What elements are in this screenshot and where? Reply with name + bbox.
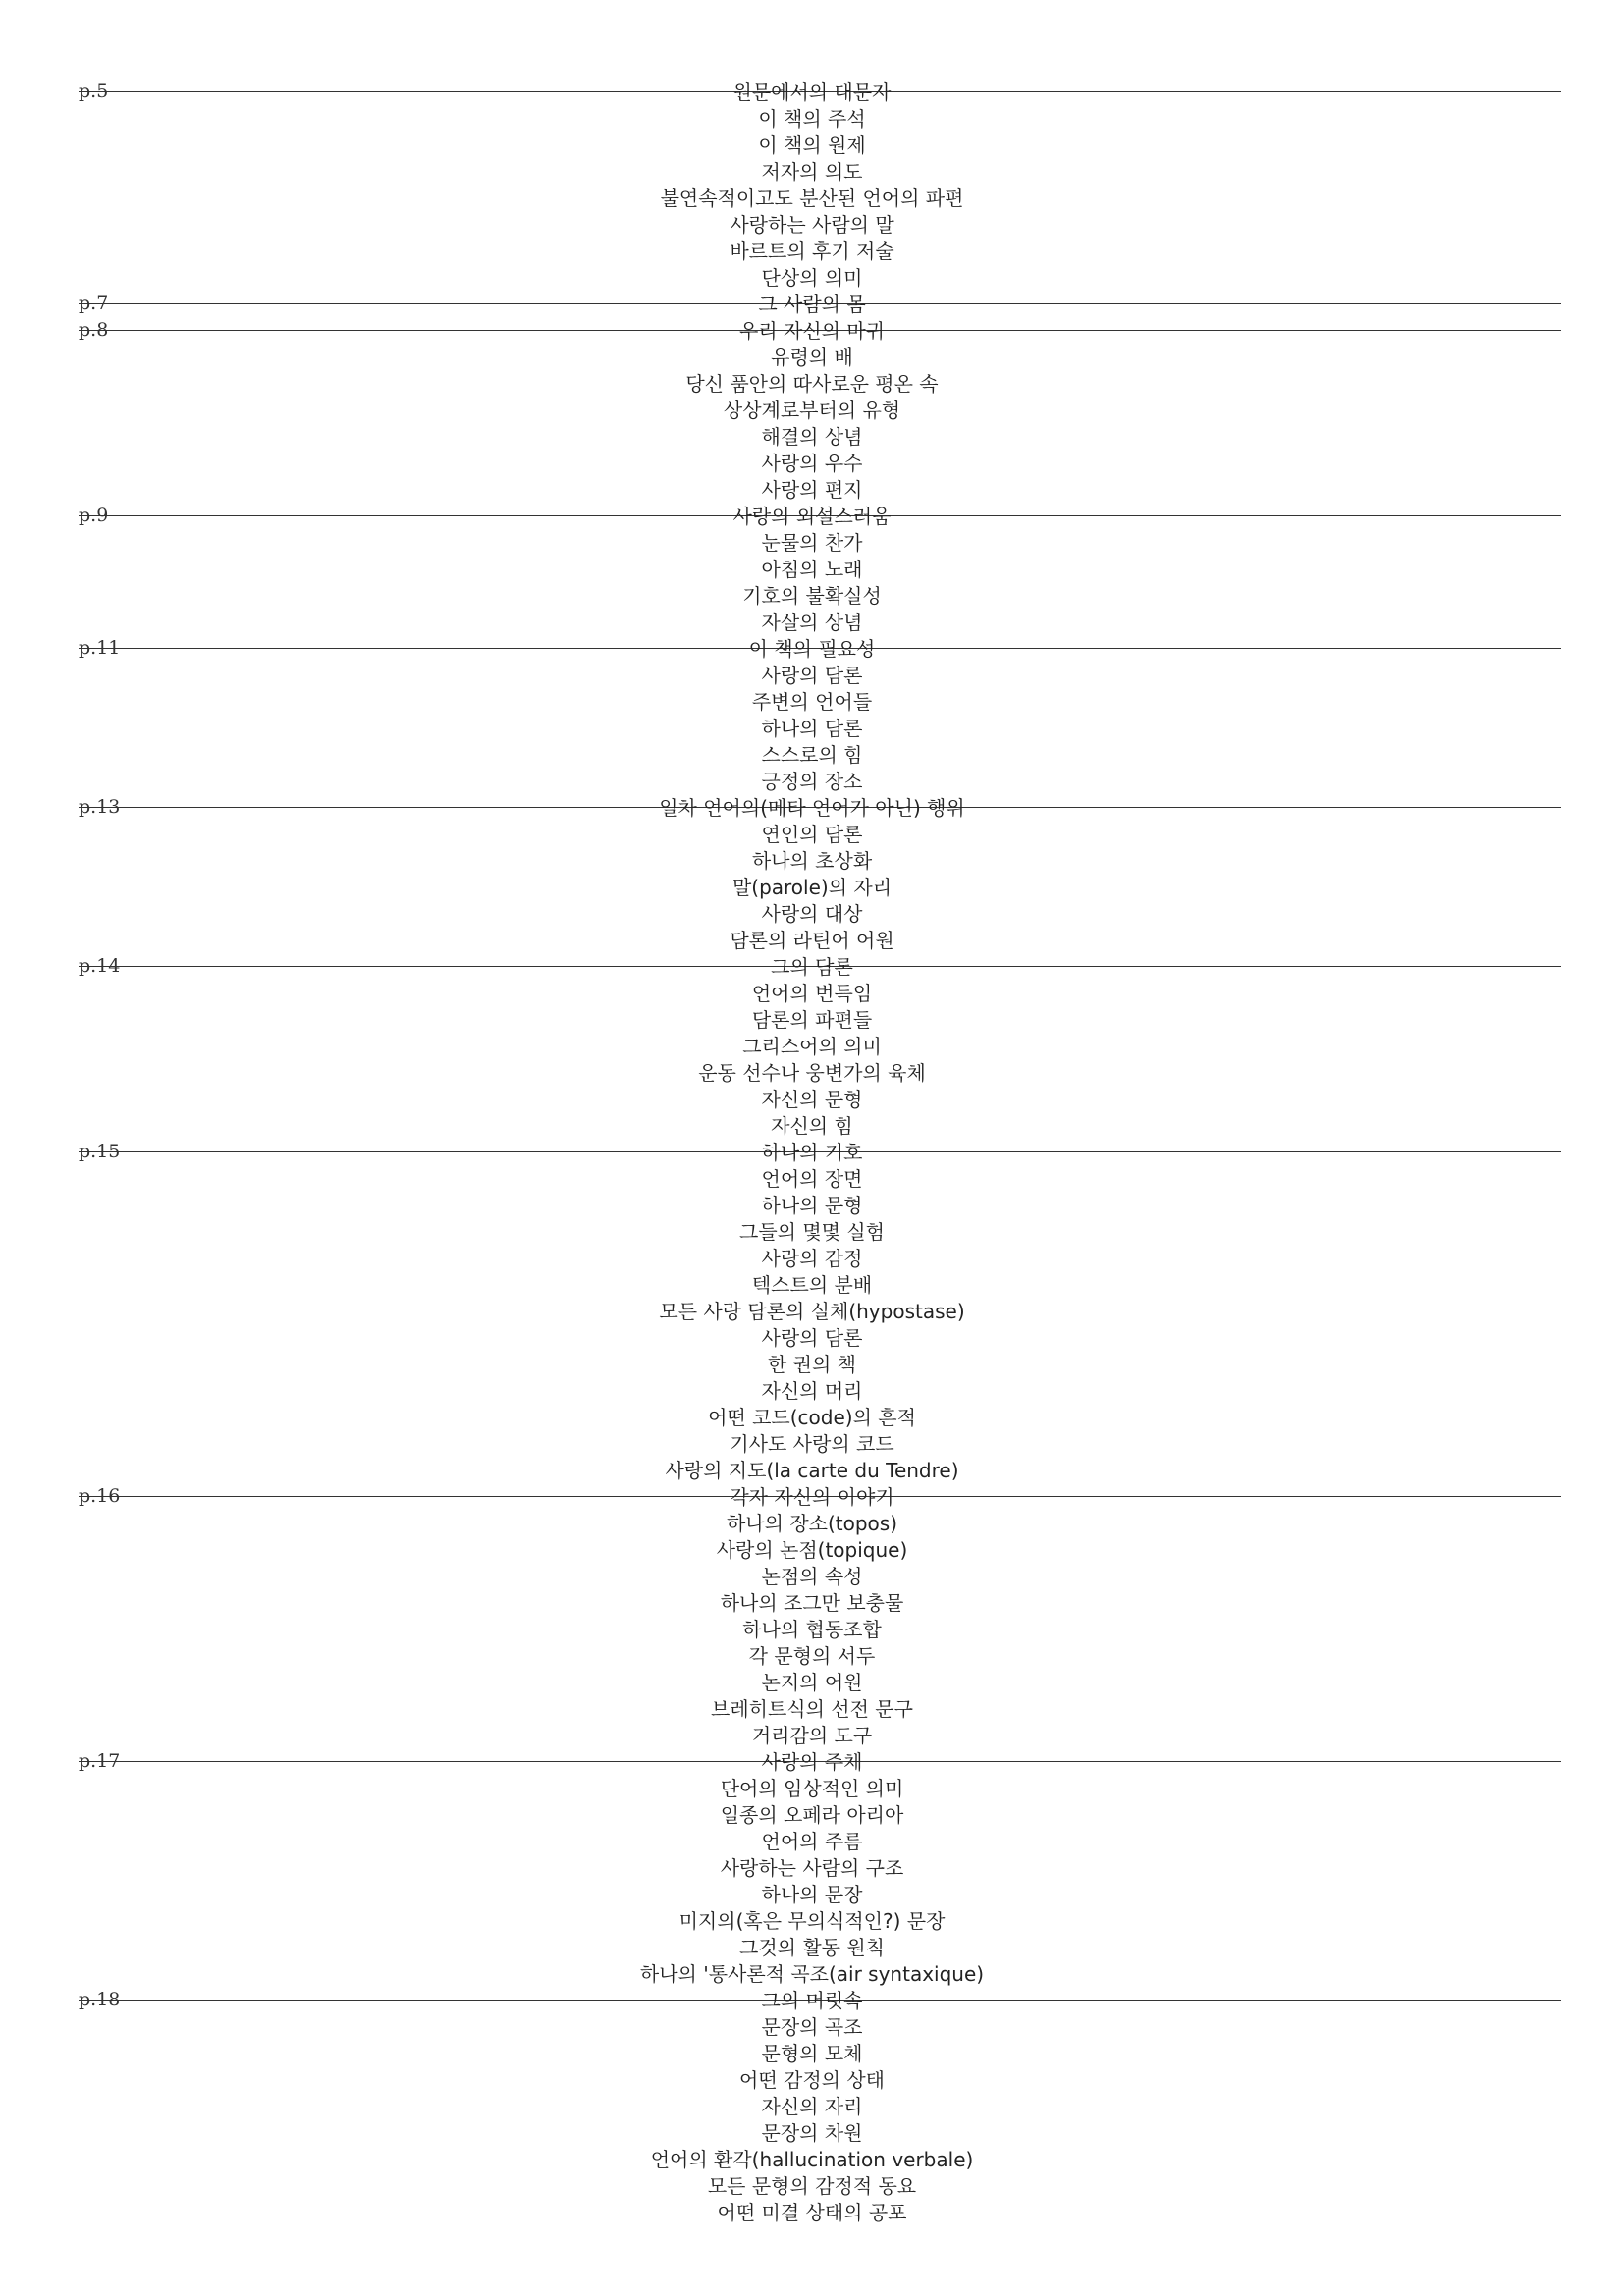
list-item [0, 1246, 1624, 1272]
entry-text: 기사도 사랑의 코드 [730, 1432, 894, 1456]
page-number-label: p.7 [79, 293, 109, 314]
list-item [0, 265, 1624, 292]
list-item [0, 2120, 1624, 2147]
entry-text: 사랑의 주체 [761, 1750, 863, 1774]
entry-list [0, 954, 1624, 1140]
page-section [0, 636, 1624, 795]
entry-text: 운동 선수나 웅변가의 육체 [698, 1061, 926, 1085]
entry-list [0, 504, 1624, 636]
list-item [0, 742, 1624, 769]
list-item [0, 2067, 1624, 2094]
list-item [0, 2200, 1624, 2226]
list-item [0, 1643, 1624, 1670]
entry-text: 사랑의 우수 [761, 452, 863, 475]
page-section [0, 292, 1624, 318]
list-item [0, 1087, 1624, 1113]
entry-text: 저자의 의도 [761, 160, 863, 184]
list-item [0, 1272, 1624, 1299]
entry-text: 각 문형의 서두 [748, 1644, 876, 1668]
entry-text: 문형의 모체 [761, 2042, 863, 2065]
entry-text: 문장의 차원 [761, 2121, 863, 2145]
list-item [0, 981, 1624, 1007]
entry-text: 미지의(혹은 무의식적인?) 문장 [678, 1909, 946, 1933]
entry-text: 주변의 언어들 [751, 690, 873, 714]
page-number-label: p.16 [79, 1485, 121, 1507]
list-item [0, 186, 1624, 212]
list-item [0, 1961, 1624, 1988]
entry-text: 어떤 코드(code)의 흔적 [708, 1406, 916, 1429]
list-item [0, 1935, 1624, 1961]
entry-text: 이 책의 주석 [758, 107, 866, 131]
list-item [0, 954, 1624, 981]
list-item [0, 239, 1624, 265]
list-item [0, 1219, 1624, 1246]
entry-text: 단상의 의미 [761, 266, 863, 290]
list-item [0, 583, 1624, 610]
entry-text: 해결의 상념 [761, 425, 863, 449]
list-item [0, 133, 1624, 159]
list-item [0, 1855, 1624, 1882]
page-number-label: p.13 [79, 796, 121, 818]
entry-text: 그의 머릿속 [761, 1989, 863, 2012]
page-number-label: p.15 [79, 1141, 121, 1162]
list-item [0, 689, 1624, 716]
list-item [0, 292, 1624, 318]
list-item [0, 2147, 1624, 2173]
entry-list [0, 1484, 1624, 1749]
entry-text: 브레히트식의 선전 문구 [711, 1697, 913, 1721]
list-item [0, 1776, 1624, 1802]
entry-text: 연인의 담론 [761, 823, 863, 846]
list-item [0, 1723, 1624, 1749]
list-item [0, 2094, 1624, 2120]
entry-text: 텍스트의 분배 [751, 1273, 873, 1297]
list-item [0, 1325, 1624, 1352]
page-number-label: p.11 [79, 637, 121, 659]
entry-text: 모든 사랑 담론의 실체(hypostase) [659, 1300, 965, 1323]
list-item [0, 2173, 1624, 2200]
entry-text: 사랑하는 사람의 말 [730, 213, 894, 237]
list-item [0, 1590, 1624, 1617]
list-item [0, 848, 1624, 875]
entry-text: 일종의 오페라 아리아 [720, 1803, 904, 1827]
list-item [0, 477, 1624, 504]
entry-text: 아침의 노래 [761, 558, 863, 581]
entry-text: 언어의 환각(hallucination verbale) [650, 2148, 974, 2171]
list-item [0, 769, 1624, 795]
list-item [0, 1564, 1624, 1590]
page-number-label: p.14 [79, 955, 121, 977]
list-item [0, 530, 1624, 557]
list-item [0, 1193, 1624, 1219]
entry-text: 하나의 기호 [761, 1141, 863, 1164]
page-section [0, 954, 1624, 1140]
entry-list [0, 636, 1624, 795]
entry-text: 각자 자신의 이야기 [730, 1485, 894, 1509]
entry-text: 어떤 감정의 상태 [739, 2068, 885, 2092]
list-item [0, 451, 1624, 477]
entry-text: 사랑의 담론 [761, 664, 863, 687]
entry-text: 사랑의 논점(topique) [716, 1538, 908, 1562]
entry-text: 우리 자신의 마귀 [739, 319, 885, 343]
entry-text: 사랑의 대상 [761, 902, 863, 926]
list-item [0, 795, 1624, 822]
list-item [0, 1670, 1624, 1696]
entry-list [0, 1988, 1624, 2226]
entry-text: 바르트의 후기 저술 [730, 240, 894, 263]
page-section [0, 1749, 1624, 1988]
entry-text: 그리스어의 의미 [742, 1035, 882, 1058]
entry-text: 언어의 주름 [761, 1830, 863, 1853]
entry-text: 자신의 문형 [761, 1088, 863, 1111]
entry-text: 어떤 미결 상태의 공포 [717, 2201, 907, 2224]
entry-text: 자신의 머리 [761, 1379, 863, 1403]
list-item [0, 1007, 1624, 1034]
list-item [0, 1882, 1624, 1908]
entry-list [0, 1749, 1624, 1988]
entry-text: 사랑의 외설스러움 [732, 505, 892, 528]
list-item [0, 1802, 1624, 1829]
list-item [0, 212, 1624, 239]
entry-text: 하나의 담론 [761, 717, 863, 740]
entry-list [0, 292, 1624, 318]
entry-text: 단어의 임상적인 의미 [720, 1777, 904, 1800]
list-item [0, 1696, 1624, 1723]
entry-text: 하나의 문장 [761, 1883, 863, 1906]
entry-text: 논점의 속성 [761, 1565, 863, 1588]
list-item [0, 928, 1624, 954]
list-item [0, 318, 1624, 345]
entry-text: 문장의 곡조 [761, 2015, 863, 2039]
entry-list [0, 80, 1624, 292]
entry-list [0, 1140, 1624, 1484]
list-item [0, 610, 1624, 636]
list-item [0, 557, 1624, 583]
page-number-label: p.9 [79, 505, 109, 526]
list-item [0, 106, 1624, 133]
entry-text: 일차 언어의(메타 언어가 아닌) 행위 [659, 796, 965, 820]
entry-text: 하나의 초상화 [751, 849, 873, 873]
page-number-label: p.5 [79, 80, 109, 102]
list-item [0, 504, 1624, 530]
entry-text: 이 책의 필요성 [748, 637, 876, 661]
page-section [0, 318, 1624, 504]
entry-text: 한 권의 책 [768, 1353, 856, 1376]
entry-text: 유령의 배 [771, 346, 853, 369]
entry-text: 하나의 장소(topos) [727, 1512, 897, 1535]
entry-text: 사랑의 편지 [761, 478, 863, 502]
entry-text: 그 사람의 몸 [758, 293, 866, 316]
list-item [0, 716, 1624, 742]
entry-text: 원문에서의 대문자 [732, 80, 892, 104]
list-item [0, 1458, 1624, 1484]
entry-list [0, 795, 1624, 954]
list-item [0, 2041, 1624, 2067]
list-item [0, 1511, 1624, 1537]
list-item [0, 636, 1624, 663]
entry-text: 거리감의 도구 [751, 1724, 873, 1747]
entry-text: 하나의 조그만 보충물 [720, 1591, 904, 1615]
entry-text: 자신의 힘 [771, 1114, 853, 1138]
entry-text: 불연속적이고도 분산된 언어의 파편 [660, 187, 964, 210]
entry-text: 하나의 협동조합 [742, 1618, 882, 1641]
entry-text: 자살의 상념 [761, 611, 863, 634]
entry-text: 당신 품안의 따사로운 평온 속 [685, 372, 939, 396]
list-item [0, 1484, 1624, 1511]
entry-text: 자신의 자리 [761, 2095, 863, 2118]
entry-text: 스스로의 힘 [761, 743, 863, 767]
list-item [0, 1988, 1624, 2014]
entry-text: 사랑의 지도(la carte du Tendre) [665, 1459, 959, 1482]
list-item [0, 663, 1624, 689]
page-section [0, 1140, 1624, 1484]
list-item [0, 1431, 1624, 1458]
list-item [0, 1352, 1624, 1378]
entry-text: 눈물의 찬가 [761, 531, 863, 555]
page-section [0, 80, 1624, 292]
list-item [0, 398, 1624, 424]
entry-text: 사랑의 감정 [761, 1247, 863, 1270]
entry-text: 담론의 파편들 [751, 1008, 873, 1032]
list-item [0, 1113, 1624, 1140]
entry-text: 그들의 몇몇 실험 [739, 1220, 885, 1244]
list-item [0, 1166, 1624, 1193]
page-section [0, 1988, 1624, 2226]
list-item [0, 1299, 1624, 1325]
list-item [0, 345, 1624, 371]
list-item [0, 1908, 1624, 1935]
entry-text: 말(parole)의 자리 [731, 876, 893, 899]
entry-text: 하나의 문형 [761, 1194, 863, 1217]
entry-text: 담론의 라틴어 어원 [730, 929, 894, 952]
list-item [0, 80, 1624, 106]
list-item [0, 159, 1624, 186]
entry-text: 하나의 '통사론적 곡조(air syntaxique) [639, 1962, 985, 1986]
entry-text: 긍정의 장소 [761, 770, 863, 793]
entry-text: 그것의 활동 원칙 [739, 1936, 885, 1959]
list-item [0, 424, 1624, 451]
page-number-label: p.17 [79, 1750, 121, 1772]
entry-text: 사랑의 담론 [761, 1326, 863, 1350]
list-item [0, 2014, 1624, 2041]
entry-text: 이 책의 원제 [758, 133, 866, 157]
list-item [0, 1829, 1624, 1855]
entry-text: 사랑하는 사람의 구조 [720, 1856, 904, 1880]
document-body [0, 80, 1624, 2226]
page-number-label: p.8 [79, 319, 109, 341]
list-item [0, 875, 1624, 901]
list-item [0, 1034, 1624, 1060]
entry-text: 언어의 번득임 [751, 982, 873, 1005]
list-item [0, 1537, 1624, 1564]
entry-text: 모든 문형의 감정적 동요 [707, 2174, 917, 2198]
list-item [0, 1140, 1624, 1166]
list-item [0, 371, 1624, 398]
entry-text: 논지의 어원 [761, 1671, 863, 1694]
page-number-label: p.18 [79, 1989, 121, 2010]
list-item [0, 1749, 1624, 1776]
entry-text: 언어의 장면 [761, 1167, 863, 1191]
list-item [0, 1617, 1624, 1643]
page-section [0, 504, 1624, 636]
list-item [0, 1378, 1624, 1405]
page-section [0, 795, 1624, 954]
entry-list [0, 318, 1624, 504]
entry-text: 그의 담론 [771, 955, 853, 979]
list-item [0, 901, 1624, 928]
list-item [0, 1060, 1624, 1087]
list-item [0, 822, 1624, 848]
entry-text: 기호의 불확실성 [742, 584, 882, 608]
list-item [0, 1405, 1624, 1431]
page-section [0, 1484, 1624, 1749]
entry-text: 상상계로부터의 유형 [723, 399, 901, 422]
